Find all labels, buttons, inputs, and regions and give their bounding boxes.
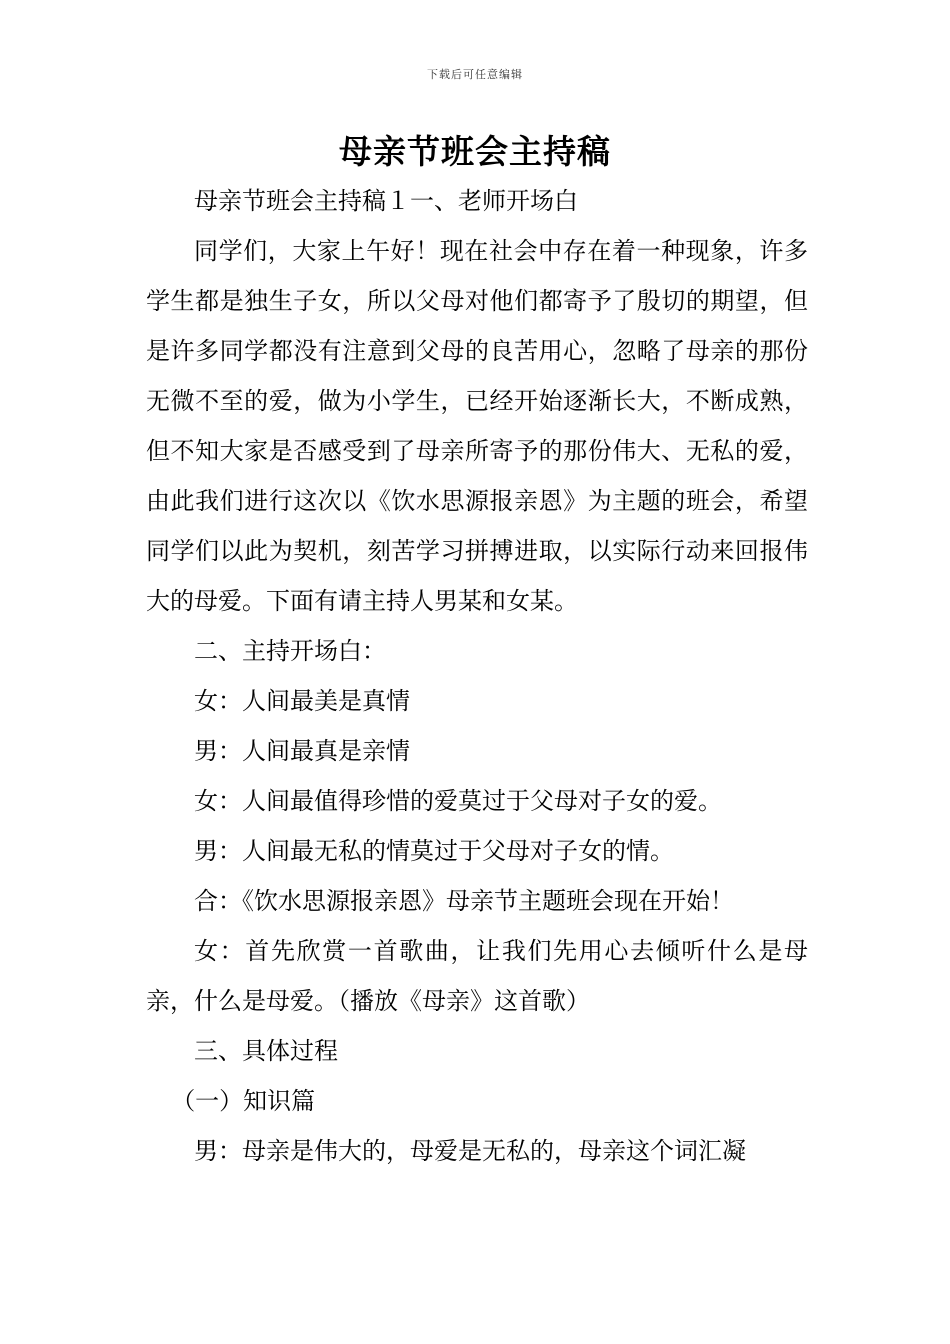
paragraph-opening: 同学们，大家上午好！现在社会中存在着一种现象，许多学生都是独生子女，所以父母对他们都寄予了殷切的期望，但是许多同学都没有注意到父母的良苦用心，忽略了母亲的那份无微不至的爱，做为小学生，已经开始逐渐长大，不断成熟，但不知大家是否感受到了母亲所寄予的那份伟大、无私的爱，由此我们进行这次以《饮水思源报亲恩》为主题的班会，希望同学们以此为契机，刻苦学习拼搏进取，以实际行动来回报伟大的母爱。下面有请主持人男某和女某。 [146,237,808,615]
header-note: 下载后可任意编辑 [427,68,523,81]
paragraph-line: 男：人间最真是亲情 [194,737,410,765]
paragraph-line: 女：首先欣赏一首歌曲，让我们先用心去倾听什么是母亲，什么是母爱。（播放《母亲》这首歌） [146,937,808,1015]
paragraph-section-3: 三、具体过程 [194,1037,338,1065]
paragraph-line: 男：母亲是伟大的，母爱是无私的，母亲这个词汇凝 [194,1137,746,1165]
paragraph-section-2: 二、主持开场白： [194,637,386,665]
paragraph-line: 女：人间最值得珍惜的爱莫过于父母对子女的爱。 [194,787,722,815]
paragraph-subsection: （一）知识篇 [171,1087,316,1115]
paragraph-subtitle: 母亲节班会主持稿１一、老师开场白 [194,187,578,215]
document-body [146,176,808,1176]
paragraph-line: 男：人间最无私的情莫过于父母对子女的情。 [194,837,674,865]
document-title: 母亲节班会主持稿 [339,132,611,171]
paragraph-line: 女：人间最美是真情 [194,687,410,715]
paragraph-line: 合：《饮水思源报亲恩》母亲节主题班会现在开始！ [194,887,734,915]
